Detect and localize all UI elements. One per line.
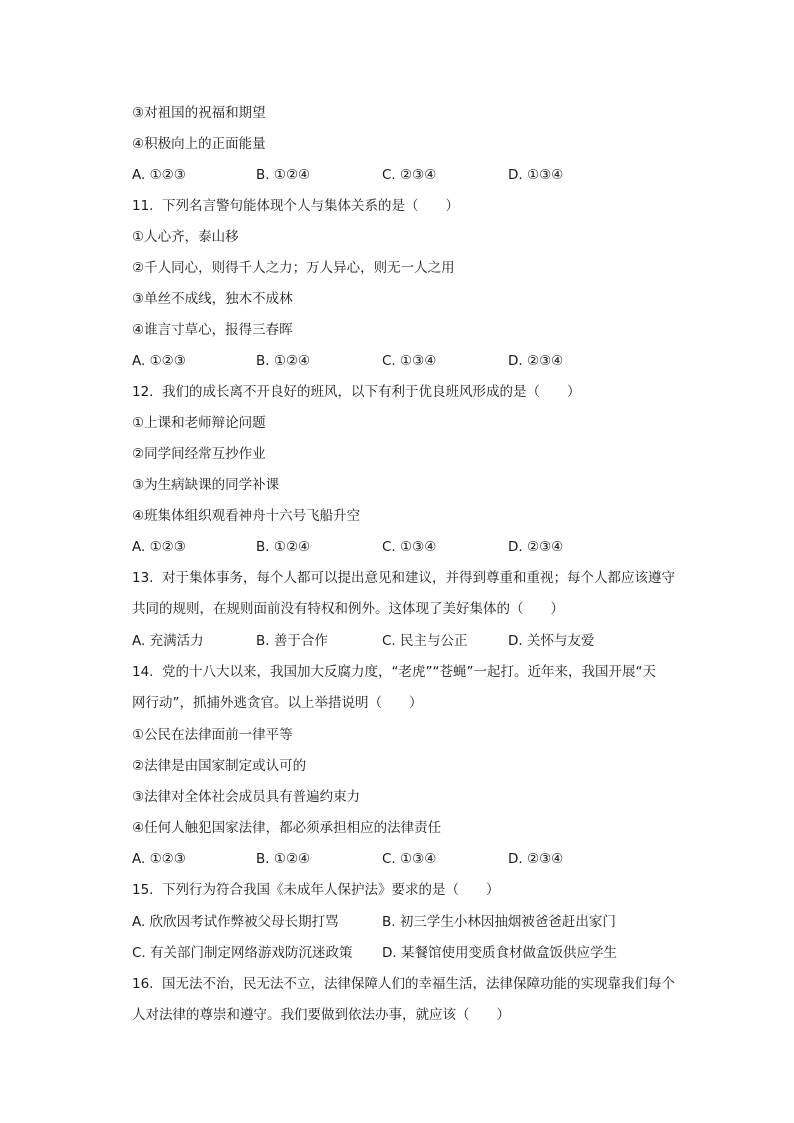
q11-stem (132, 197, 459, 215)
q14-option-a: A. ①②③ (132, 851, 186, 867)
q12-stem-text: 我们的成长离不开良好的班风，以下有利于优良班风形成的是（ ） (162, 384, 581, 400)
q11-option-d: D. ②③④ (508, 353, 564, 369)
q10-option-a: A. ①②③ (132, 167, 186, 183)
q14-stem (132, 663, 656, 681)
q15-option-b: B. 初三学生小林因抽烟被爸爸赶出家门 (382, 914, 616, 930)
q11-item-1: ①人心齐，泰山移 (132, 229, 239, 245)
q14-option-d: D. ②③④ (508, 851, 564, 867)
q12-option-d: D. ②③④ (508, 539, 564, 555)
q15-stem-text: 下列行为符合我国《未成年人保护法》要求的是（ ） (162, 882, 500, 898)
q11-item-2: ②千人同心，则得千人之力；万人异心，则无一人之用 (132, 260, 455, 276)
q12-option-b: B. ①②④ (256, 539, 311, 555)
q12-item-3: ③为生病缺课的同学补课 (132, 477, 280, 493)
q11-option-a: A. ①②③ (132, 353, 186, 369)
q15-option-a: A. 欣欣因考试作弊被父母长期打骂 (132, 914, 339, 930)
q15-stem (132, 881, 500, 899)
q14-option-c: C. ①③④ (382, 851, 437, 867)
q11-option-b: B. ①②④ (256, 353, 311, 369)
q11-item-4: ④谁言寸草心，报得三春晖 (132, 322, 293, 338)
q14-stem-line2: 网行动”，抓捕外逃贪官。以上举措说明（ ） (132, 695, 423, 711)
q16-stem (132, 975, 675, 993)
q15-option-c: C. 有关部门制定网络游戏防沉迷政策 (132, 945, 353, 961)
q13-number: 13. (132, 570, 154, 586)
q12-item-1: ①上课和老师辩论问题 (132, 415, 266, 431)
q12-stem (132, 383, 581, 401)
q12-option-a: A. ①②③ (132, 539, 186, 555)
q16-stem-line1: 国无法不治，民无法不立，法律保障人们的幸福生活，法律保障功能的实现靠我们每个 (162, 976, 675, 992)
q10-option-b: B. ①②④ (256, 167, 311, 183)
q10-option-c: C. ②③④ (382, 167, 437, 183)
q12-number: 12. (132, 384, 154, 400)
q16-stem-line2: 人对法律的尊崇和遵守。我们要做到依法办事，就应该（ ） (132, 1007, 510, 1023)
q11-option-c: C. ①③④ (382, 353, 437, 369)
q11-stem-text: 下列名言警句能体现个人与集体关系的是（ ） (162, 198, 459, 214)
q11-number: 11. (132, 198, 154, 214)
q13-stem (132, 569, 675, 587)
q11-item-3: ③单丝不成线，独木不成林 (132, 291, 293, 307)
q13-option-c: C. 民主与公正 (382, 633, 468, 649)
q14-number: 14. (132, 664, 154, 680)
q13-option-d: D. 关怀与友爱 (508, 633, 595, 649)
q10-option-d: D. ①③④ (508, 167, 564, 183)
q10-item-4: ④积极向上的正面能量 (132, 136, 266, 152)
q16-number: 16. (132, 976, 154, 992)
q13-stem-line1: 对于集体事务，每个人都可以提出意见和建议，并得到尊重和重视；每个人都应该遵守 (162, 570, 675, 586)
q14-item-1: ①公民在法律面前一律平等 (132, 727, 293, 743)
q13-stem-line2: 共同的规则，在规则面前没有特权和例外。这体现了美好集体的（ ） (132, 601, 564, 617)
q15-number: 15. (132, 882, 154, 898)
q13-option-b: B. 善于合作 (256, 633, 328, 649)
q14-option-b: B. ①②④ (256, 851, 311, 867)
q14-item-4: ④任何人触犯国家法律，都必须承担相应的法律责任 (132, 820, 442, 836)
q14-item-2: ②法律是由国家制定或认可的 (132, 758, 307, 774)
q13-option-a: A. 充满活力 (132, 633, 204, 649)
q12-item-4: ④班集体组织观看神舟十六号飞船升空 (132, 508, 361, 524)
q10-item-3: ③对祖国的祝福和期望 (132, 105, 266, 121)
q14-stem-line1: 党的十八大以来，我国加大反腐力度，“老虎”“苍蝇”一起打。近年来，我国开展“天 (162, 664, 656, 680)
q15-option-d: D. 某餐馆使用变质食材做盒饭供应学生 (382, 945, 617, 961)
q12-item-2: ②同学间经常互抄作业 (132, 446, 266, 462)
q12-option-c: C. ①③④ (382, 539, 437, 555)
q14-item-3: ③法律对全体社会成员具有普遍约束力 (132, 789, 361, 805)
